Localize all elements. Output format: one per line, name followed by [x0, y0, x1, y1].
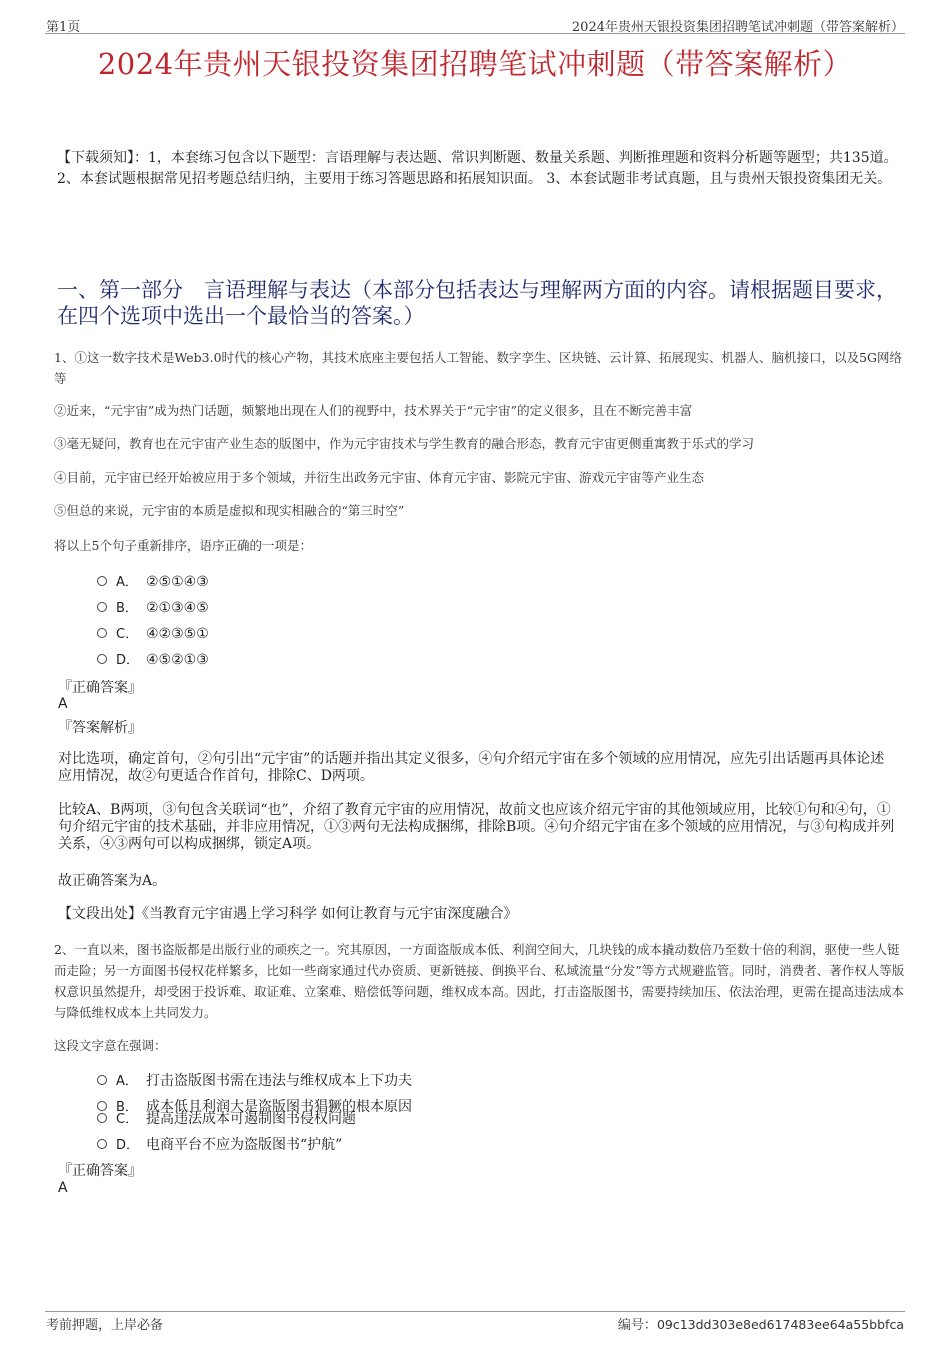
q2-answer-tag: 『正确答案』 [58, 1163, 142, 1179]
header-divider [45, 33, 905, 34]
page-number: 第1页 [46, 20, 81, 35]
q1-option-a[interactable]: A． ②⑤①④③ [97, 571, 209, 590]
footer-slogan: 考前押题，上岸必备 [46, 1318, 164, 1333]
q2-passage: 2、一直以来，图书盗版都是出版行业的顽疾之一。究其原因，一方面盗版成本低、利润空间大，几块钱的成本撬动数倍乃至数十倍的利润，驱使一些人铤而走险；另一方面图书侵权花样繁多，比如一些商家通过代办资质、更新链接、倒换平台、私域流量“分发”等方式规避监管。同时，消费者、著作权人等版权意识虽然提升，却受困于投诉难、取证难、立案难、赔偿低等问题，维权成本高。因此，打击盗版图书，需要持续加压、依法治理，更需在提高违法成本与降低维权成本上共同发力。 [54, 942, 905, 1020]
header-doc-title: 2024年贵州天银投资集团招聘笔试冲刺题（带答案解析） [571, 20, 904, 35]
footer-code-label: 编号： [617, 1318, 657, 1333]
q2-option-d[interactable]: D． 电商平台不应为盗版图书“护航” [97, 1134, 342, 1154]
q1-sentence-1: 1、①这一数字技术是Web3.0时代的核心产物，其技术底座主要包括人工智能、数字孪生、区块链、云计算、拓展现实、机器人、脑机接口，以及5G网络等 [54, 350, 903, 386]
q1-prompt: 将以上5个句子重新排序，语序正确的一项是： [54, 538, 312, 553]
q1-analysis-3: 故正确答案为A。 [58, 873, 167, 889]
q2-option-b[interactable]: B． 成本低且利润大是盗版图书猖獗的根本原因 [97, 1096, 412, 1116]
radio-icon[interactable] [97, 1075, 107, 1085]
q1-sentence-4: ④目前，元宇宙已经开始被应用于多个领域，并衍生出政务元宇宙、体育元宇宙、影院元宇宙、游戏元宇宙等产业生态 [54, 470, 705, 485]
radio-icon[interactable] [97, 1139, 107, 1149]
footer-divider [45, 1311, 905, 1312]
page-title: 2024年贵州天银投资集团招聘笔试冲刺题（带答案解析） [97, 47, 853, 81]
q1-source: 【文段出处】《当教育元宇宙遇上学习科学 如何让教育与元宇宙深度融合》 [58, 906, 518, 922]
footer-code [618, 1314, 904, 1333]
section-heading: 一、第一部分 言语理解与表达（本部分包括表达与理解两方面的内容。请根据题目要求，在四个选项中选出一个最恰当的答案。） [57, 278, 897, 328]
q1-analysis-2: 比较A、B两项，③句包含关联词“也”，介绍了教育元宇宙的应用情况，故前文也应该介绍元宇宙的其他领域应用，比较①句和④句，①句介绍元宇宙的技术基础，并非应用情况，①③两句无法构成捆绑，排除B项。④句介绍元宇宙在多个领域的应用情况，与③句构成并列关系，④③两句可以构成捆绑，锁定A项。 [58, 802, 895, 852]
q1-sentence-3: ③毫无疑问，教育也在元宇宙产业生态的版图中，作为元宇宙技术与学生教育的融合形态，教育元宇宙更侧重寓教于乐式的学习 [54, 436, 755, 451]
q2-answer: A [58, 1180, 68, 1196]
radio-icon[interactable] [97, 654, 107, 664]
q1-sentence-5: ⑤但总的来说，元宇宙的本质是虚拟和现实相融合的“第三时空” [54, 503, 405, 518]
q2-option-a[interactable]: A． 打击盗版图书需在违法与维权成本上下功夫 [97, 1070, 412, 1090]
radio-icon[interactable] [97, 1113, 107, 1123]
q1-option-d[interactable]: D． ④⑤②①③ [97, 649, 209, 668]
q1-sentence-2: ②近来，“元宇宙”成为热门话题，频繁地出现在人们的视野中，技术界关于“元宇宙”的定义很多，且在不断完善丰富 [54, 403, 693, 418]
q1-analysis-tag: 『答案解析』 [58, 720, 142, 736]
q2-prompt: 这段文字意在强调： [54, 1038, 167, 1053]
radio-icon[interactable] [97, 576, 107, 586]
q1-analysis-1: 对比选项，确定首句，②句引出“元宇宙”的话题并指出其定义很多，④句介绍元宇宙在多个领域的应用情况，应先引出话题再具体论述应用情况，故②句更适合作首句，排除C、D两项。 [58, 751, 885, 784]
q1-answer-tag: 『正确答案』 [58, 680, 142, 696]
q2-option-c[interactable]: C． 提高违法成本可遏制图书侵权问题 [97, 1108, 356, 1128]
q1-option-c[interactable]: C． ④②③⑤① [97, 623, 209, 642]
footer-code-value: 09c13dd303e8ed617483ee64a55bbfca [656, 1317, 904, 1332]
q1-option-b[interactable]: B． ②①③④⑤ [97, 597, 209, 616]
q1-answer: A [58, 696, 68, 712]
radio-icon[interactable] [97, 602, 107, 612]
download-notice: 【下载须知】：1，本套练习包含以下题型：言语理解与表达题、常识判断题、数量关系题、判断推理题和资料分析题等题型；共135道。 2、本套试题根据常见招考题总结归纳，主要用于练习答题思路和拓展知识面。 3、本套试题非考试真题，且与贵州天银投资集团无关。 [57, 150, 898, 187]
radio-icon[interactable] [97, 628, 107, 638]
